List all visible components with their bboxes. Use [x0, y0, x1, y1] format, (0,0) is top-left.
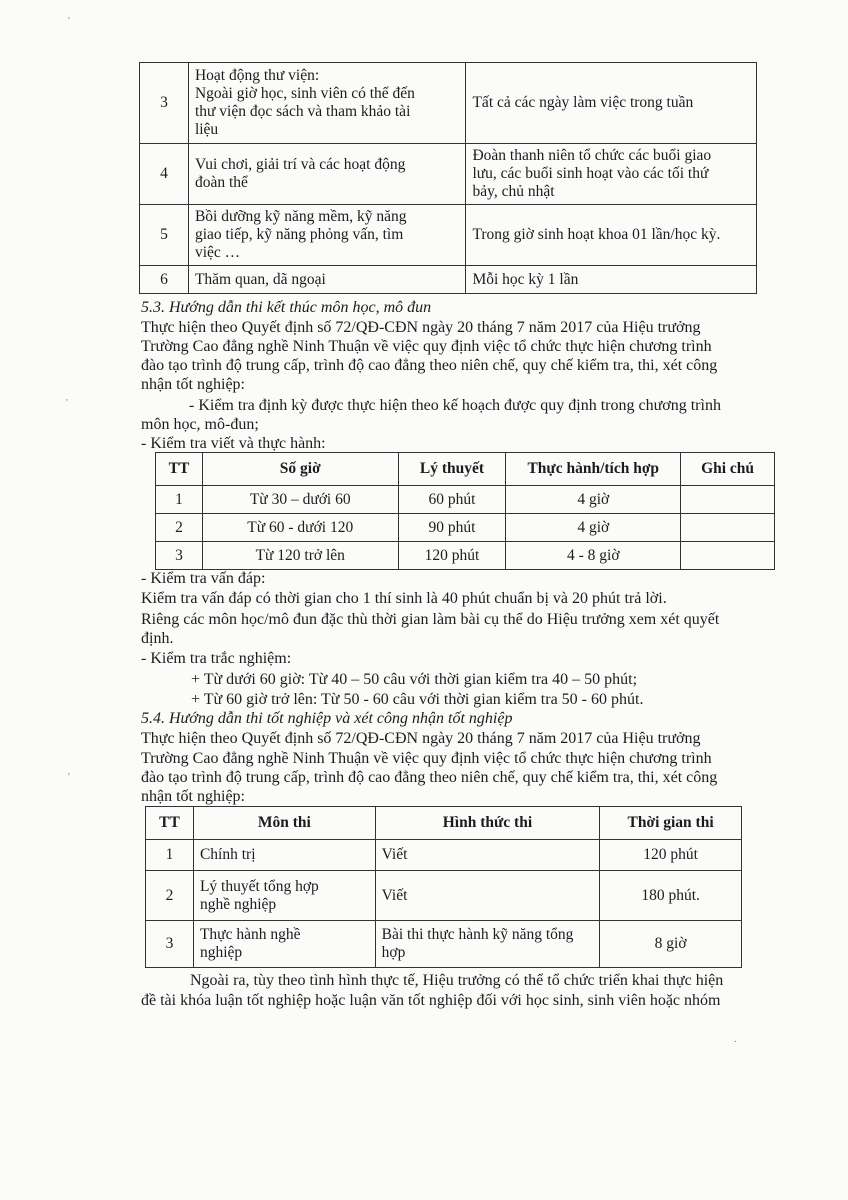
table-row — [146, 840, 742, 871]
table-cell: 120 phút — [398, 542, 506, 570]
table-cell: 2 — [156, 514, 203, 542]
table-row — [156, 486, 775, 514]
text-line: đoàn thể — [194, 174, 248, 191]
form-cell — [375, 871, 600, 921]
column-header: Thực hành/tích hợp — [506, 453, 681, 486]
time-cell — [466, 63, 757, 144]
table-cell: 4 - 8 giờ — [506, 542, 681, 570]
text-line: việc … — [194, 244, 241, 261]
text-line: Bài thi thực hành kỹ năng tổng — [381, 926, 574, 943]
text-line: Tất cả các ngày làm việc trong tuần — [472, 94, 694, 111]
text-line: nghiệp — [199, 944, 243, 961]
text-line: giao tiếp, kỹ năng phỏng vấn, tìm — [194, 226, 404, 243]
scan-speck: ' — [66, 398, 68, 409]
paragraph-line: + Từ dưới 60 giờ: Từ 40 – 50 câu với thời gian kiểm tra 40 – 50 phút; — [191, 671, 638, 688]
text-line: Viết — [381, 886, 408, 904]
paragraph-line: đề tài khóa luận tốt nghiệp hoặc luận văn tốt nghiệp đối với học sinh, sinh viên hoặc nhóm — [141, 992, 721, 1009]
paragraph-line: Trường Cao đẳng nghề Ninh Thuận về việc quy định việc tổ chức thực hiện chương trình — [141, 750, 712, 767]
time-cell: 8 giờ — [600, 921, 742, 968]
section-heading-5-4: 5.4. Hướng dẫn thi tốt nghiệp và xét công nhận tốt nghiệp — [141, 710, 513, 727]
table-row — [146, 871, 742, 921]
row-number: 2 — [146, 871, 194, 921]
paragraph-line: đào tạo trình độ trung cấp, trình độ cao đẳng theo niên chế, quy chế kiểm tra, thi, xét công — [141, 769, 718, 786]
row-number: 3 — [146, 921, 194, 968]
paragraph-line: môn học, mô-đun; — [141, 416, 259, 433]
column-header: TT — [146, 807, 194, 840]
text-line: Ngoài giờ học, sinh viên có thể đến — [194, 85, 415, 102]
table-cell — [681, 542, 775, 570]
subheading-oral: - Kiểm tra vấn đáp: — [141, 570, 266, 587]
table-cell: 1 — [156, 486, 203, 514]
paragraph-line: nhận tốt nghiệp: — [141, 788, 245, 805]
column-header: Hình thức thi — [375, 807, 600, 840]
paragraph-line: nhận tốt nghiệp: — [141, 376, 245, 393]
text-line: Thực hành nghề — [199, 926, 301, 943]
row-number: 6 — [140, 266, 189, 294]
text-line: nghề nghiệp — [199, 895, 277, 913]
time-cell — [466, 205, 757, 266]
subject-cell — [193, 840, 375, 871]
scan-speck: . — [734, 1034, 737, 1045]
text-line: Viết — [381, 846, 408, 863]
text-line: Đoàn thanh niên tổ chức các buổi giao — [472, 147, 712, 164]
activity-cell — [188, 63, 466, 144]
text-line: thư viện đọc sách và tham khảo tài — [194, 103, 411, 120]
table-cell: Từ 30 – dưới 60 — [202, 486, 398, 514]
table-cell: 3 — [156, 542, 203, 570]
activity-cell — [188, 266, 466, 294]
column-header: Số giờ — [202, 453, 398, 486]
paragraph-line: đào tạo trình độ trung cấp, trình độ cao đẳng theo niên chế, quy chế kiểm tra, thi, xét công — [141, 357, 718, 374]
activity-cell — [188, 144, 466, 205]
paragraph-line: Thực hiện theo Quyết định số 72/QĐ-CĐN ngày 20 tháng 7 năm 2017 của Hiệu trưởng — [141, 319, 701, 336]
table-cell: 90 phút — [398, 514, 506, 542]
scan-speck: ' — [68, 772, 70, 783]
scan-speck: ' — [68, 16, 70, 27]
column-header: Ghi chú — [681, 453, 775, 486]
text-line: Hoạt động thư viện: — [194, 67, 320, 84]
table-cell: 4 giờ — [506, 486, 681, 514]
text-line: hợp — [381, 944, 406, 961]
paragraph-line: Kiểm tra vấn đáp có thời gian cho 1 thí sinh là 40 phút chuẩn bị và 20 phút trả lời. — [141, 590, 667, 607]
graduation-exam-table — [145, 806, 742, 968]
table-row — [156, 542, 775, 570]
text-line: Lý thuyết tổng hợp — [199, 877, 319, 895]
subheading-written: - Kiểm tra viết và thực hành: — [141, 435, 326, 452]
form-cell — [375, 921, 600, 968]
text-line: Bồi dưỡng kỹ năng mềm, kỹ năng — [194, 208, 407, 225]
time-cell — [466, 144, 757, 205]
text-line: lưu, các buổi sinh hoạt vào các tối thứ — [472, 165, 709, 182]
row-number: 5 — [140, 205, 189, 266]
paragraph-line: + Từ 60 giờ trở lên: Từ 50 - 60 câu với thời gian kiểm tra 50 - 60 phút. — [191, 691, 644, 708]
column-header: Thời gian thi — [600, 807, 742, 840]
text-line: Vui chơi, giải trí và các hoạt động — [194, 156, 406, 173]
exam-time-table — [155, 452, 775, 570]
table-row — [140, 63, 757, 144]
paragraph-line: - Kiểm tra định kỳ được thực hiện theo kế hoạch được quy định trong chương trình — [189, 397, 721, 414]
table-cell: Từ 60 - dưới 120 — [202, 514, 398, 542]
text-line: Trong giờ sinh hoạt khoa 01 lần/học kỳ. — [472, 226, 721, 243]
activity-cell — [188, 205, 466, 266]
row-number: 4 — [140, 144, 189, 205]
column-header: TT — [156, 453, 203, 486]
time-cell: 180 phút. — [600, 871, 742, 921]
table-row — [146, 921, 742, 968]
column-header: Môn thi — [193, 807, 375, 840]
table-row — [140, 266, 757, 294]
row-number: 1 — [146, 840, 194, 871]
subheading-mcq: - Kiểm tra trắc nghiệm: — [141, 650, 292, 667]
activities-table — [139, 62, 757, 294]
table-cell — [681, 514, 775, 542]
paragraph-line: Trường Cao đẳng nghề Ninh Thuận về việc quy định việc tổ chức thực hiện chương trình — [141, 338, 712, 355]
table-header-row — [156, 453, 775, 486]
table-cell — [681, 486, 775, 514]
table-row — [140, 144, 757, 205]
table-cell: Từ 120 trở lên — [202, 542, 398, 570]
paragraph-line: Riêng các môn học/mô đun đặc thù thời gian làm bài cụ thể do Hiệu trưởng xem xét quyết — [141, 611, 720, 628]
subject-cell — [193, 871, 375, 921]
row-number: 3 — [140, 63, 189, 144]
form-cell — [375, 840, 600, 871]
text-line: Thăm quan, dã ngoại — [194, 270, 326, 288]
text-line: Chính trị — [199, 846, 256, 863]
subject-cell — [193, 921, 375, 968]
table-row — [156, 514, 775, 542]
table-row — [140, 205, 757, 266]
column-header: Lý thuyết — [398, 453, 506, 486]
paragraph-line: định. — [141, 630, 174, 647]
table-cell: 60 phút — [398, 486, 506, 514]
text-line: bảy, chủ nhật — [472, 183, 555, 200]
time-cell — [466, 266, 757, 294]
section-heading-5-3: 5.3. Hướng dẫn thi kết thúc môn học, mô đun — [141, 299, 432, 316]
table-header-row — [146, 807, 742, 840]
paragraph-line: Ngoài ra, tùy theo tình hình thực tế, Hiệu trưởng có thể tổ chức triển khai thực hiện — [190, 972, 724, 989]
table-cell: 4 giờ — [506, 514, 681, 542]
text-line: Mỗi học kỳ 1 lần — [472, 270, 579, 288]
text-line: liệu — [194, 121, 219, 138]
time-cell: 120 phút — [600, 840, 742, 871]
paragraph-line: Thực hiện theo Quyết định số 72/QĐ-CĐN ngày 20 tháng 7 năm 2017 của Hiệu trưởng — [141, 730, 701, 747]
